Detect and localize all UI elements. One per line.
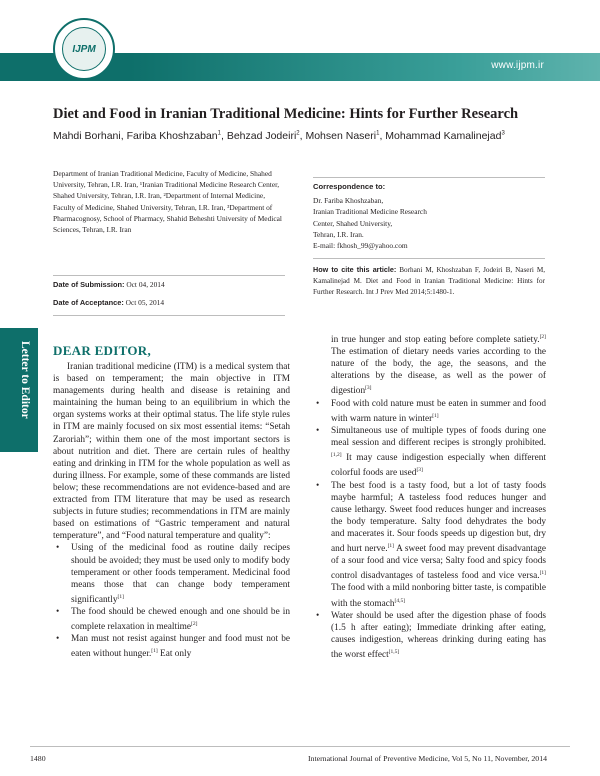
citation-label: How to cite this article: (313, 265, 397, 274)
correspondence-line: Center, Shahed University, (313, 218, 393, 228)
date-submission (53, 280, 165, 289)
author-affil-sup: 2 (296, 130, 300, 137)
journal-logo-text: IJPM (72, 44, 96, 55)
list-item: • Using of the medicinal food as routine daily recipes should be avoided; they must be used only to modify body temperament or other foods temperament. Medicinal food means those that can change body temperament significantly[1] (53, 542, 290, 606)
section-heading: DEAR EDITOR, (53, 343, 151, 358)
correspondence-line: Tehran, I.R. Iran. (313, 229, 364, 239)
date-acceptance (53, 298, 164, 307)
author-name: Mahdi Borhani (53, 130, 121, 142)
divider (313, 177, 545, 178)
list-item: • Water should be used after the digestion phase of foods (1.5 h after eating); Immediate drinking after eating, causes indigestion, whereas drinking during eating has the worst effect[1,5] (313, 610, 546, 661)
date-acceptance-value: Oct 05, 2014 (125, 298, 165, 307)
side-tab-label: Letter to Editor (19, 341, 31, 419)
correspondence-line: Iranian Traditional Medicine Research (313, 207, 427, 217)
author-name: Behzad Jodeiri (226, 130, 297, 142)
list-item: • Simultaneous use of multiple types of foods during one meal session and different recipes is strongly prohibited.[1,2] It may cause indigestion especially when different colorful foods are used[3] (313, 425, 546, 480)
correspondence-line: Dr. Fariba Khoshzaban, (313, 196, 384, 205)
date-submission-label: Date of Submission: (53, 280, 125, 289)
body-column-left (53, 361, 290, 661)
author-name: Fariba Khoshzaban (126, 130, 218, 142)
author-list: Mahdi Borhani, Fariba Khoshzaban$^1$, Behzad Jodeiri$^2$, Mohsen Naseri$^1$, Mohammad Kamalinejad$^3$ (53, 130, 505, 142)
intro-paragraph: Iranian traditional medicine (ITM) is a medical system that is based on temperament; the main objective in ITM managements during health and disease is retaining and maintaining the human being to an equilibrium in which the organ systems works at their optimal status. The life style rules in ITM are mainly focused on six most essential items: “Setah Zaroriah”; within them one of the most important sectors is about nutrition and diet. There are certain rules of healthy eating and drinking in ITM for the whole population as well as during illness. For example, some of these commands are listed below; these recommendations are not evidence-based and are extracted from ITM literature that may be used as research subjects in future studies; recommendations in ITM are mainly based on estimations of “Gastric temperament and natural temperature”, and “Food natural temperature and quality”: (53, 362, 290, 542)
author-name: Mohammad Kamalinejad (385, 130, 502, 142)
author-name: Mohsen Naseri (305, 130, 377, 142)
bullet-list (313, 398, 546, 662)
divider (53, 275, 285, 276)
author-affil-sup: 1 (217, 130, 221, 137)
list-item: • The food should be chewed enough and one should be in complete relaxation in mealtime[2] (53, 606, 290, 633)
journal-citation-footer: International Journal of Preventive Medicine, Vol 5, No 11, November, 2014 (307, 754, 547, 763)
affiliations: Department of Iranian Traditional Medicine, Faculty of Medicine, Shahed University, Tehran, I.R. Iran, ¹Iranian Traditional Medicine Research Center, Shahed University, Tehran, I.R. Iran, ²Department of Internal Medicine, Faculty of Medicine, Shahed University, Tehran, I.R. Iran, ³Department of Pharmacognosy, School of Pharmacy, Shahid Beheshti University of Medical Sciences, Tehran, I.R. Iran (53, 169, 282, 235)
article-title: Diet and Food in Iranian Traditional Medicine: Hints for Further Research (53, 106, 519, 122)
footer-divider (30, 746, 570, 747)
body-column-right (313, 331, 546, 661)
date-submission-value: Oct 04, 2014 (126, 280, 165, 289)
list-item: • Man must not resist against hunger and food must not be eaten without hunger.[1] Eat only (53, 633, 290, 660)
author-affil-sup: 3 (501, 130, 505, 137)
correspondence-email[interactable]: E-mail: fkhosh_99@yahoo.com (313, 241, 408, 251)
list-item: • Food with cold nature must be eaten in summer and food with warm nature in winter[1] (313, 398, 546, 425)
bullet-list (53, 542, 290, 660)
citation-text: Borhani M, Khoshzaban F, Jodeiri B, Naseri M, Kamalinejad M. Diet and Food in Iranian Traditional Medicine: Hints for Further Research. Int J Prev Med 2014;5:1480-1. (313, 266, 546, 296)
divider (313, 258, 545, 259)
continued-paragraph: in true hunger and stop eating before complete satiety.[2] The estimation of dietary needs varies according to the nature of the body, the age, the seasons, and the alterations by the disease, as well as the power of digestion[3] (331, 334, 546, 397)
divider (53, 315, 285, 316)
author-affil-sup: 1 (376, 130, 380, 137)
journal-url-link[interactable]: www.ijpm.ir (491, 60, 544, 71)
correspondence-block (313, 195, 513, 251)
date-acceptance-label: Date of Acceptance: (53, 298, 124, 307)
citation-block (313, 265, 545, 297)
list-item: • The best food is a tasty food, but a lot of tasty foods maybe harmful; A tasteless food reduces hunger and cause lethargy. Sweet food reduces hunger and increases the body temperature. Salty food dehydrates the body and macerates it. Sour foods speeds up digestion but, dry and hurt nerve.[1] A sweet food may prevent disadvantage of a sour food and vice versa; Salty food and spicy foods control disadvantages of tasteless food and vice versa.[1] The food with a mild nonboring bitter taste, is compatible with the stomach[4,5] (313, 480, 546, 610)
correspondence-heading: Correspondence to: (313, 182, 386, 191)
page-number: 1480 (30, 754, 46, 763)
